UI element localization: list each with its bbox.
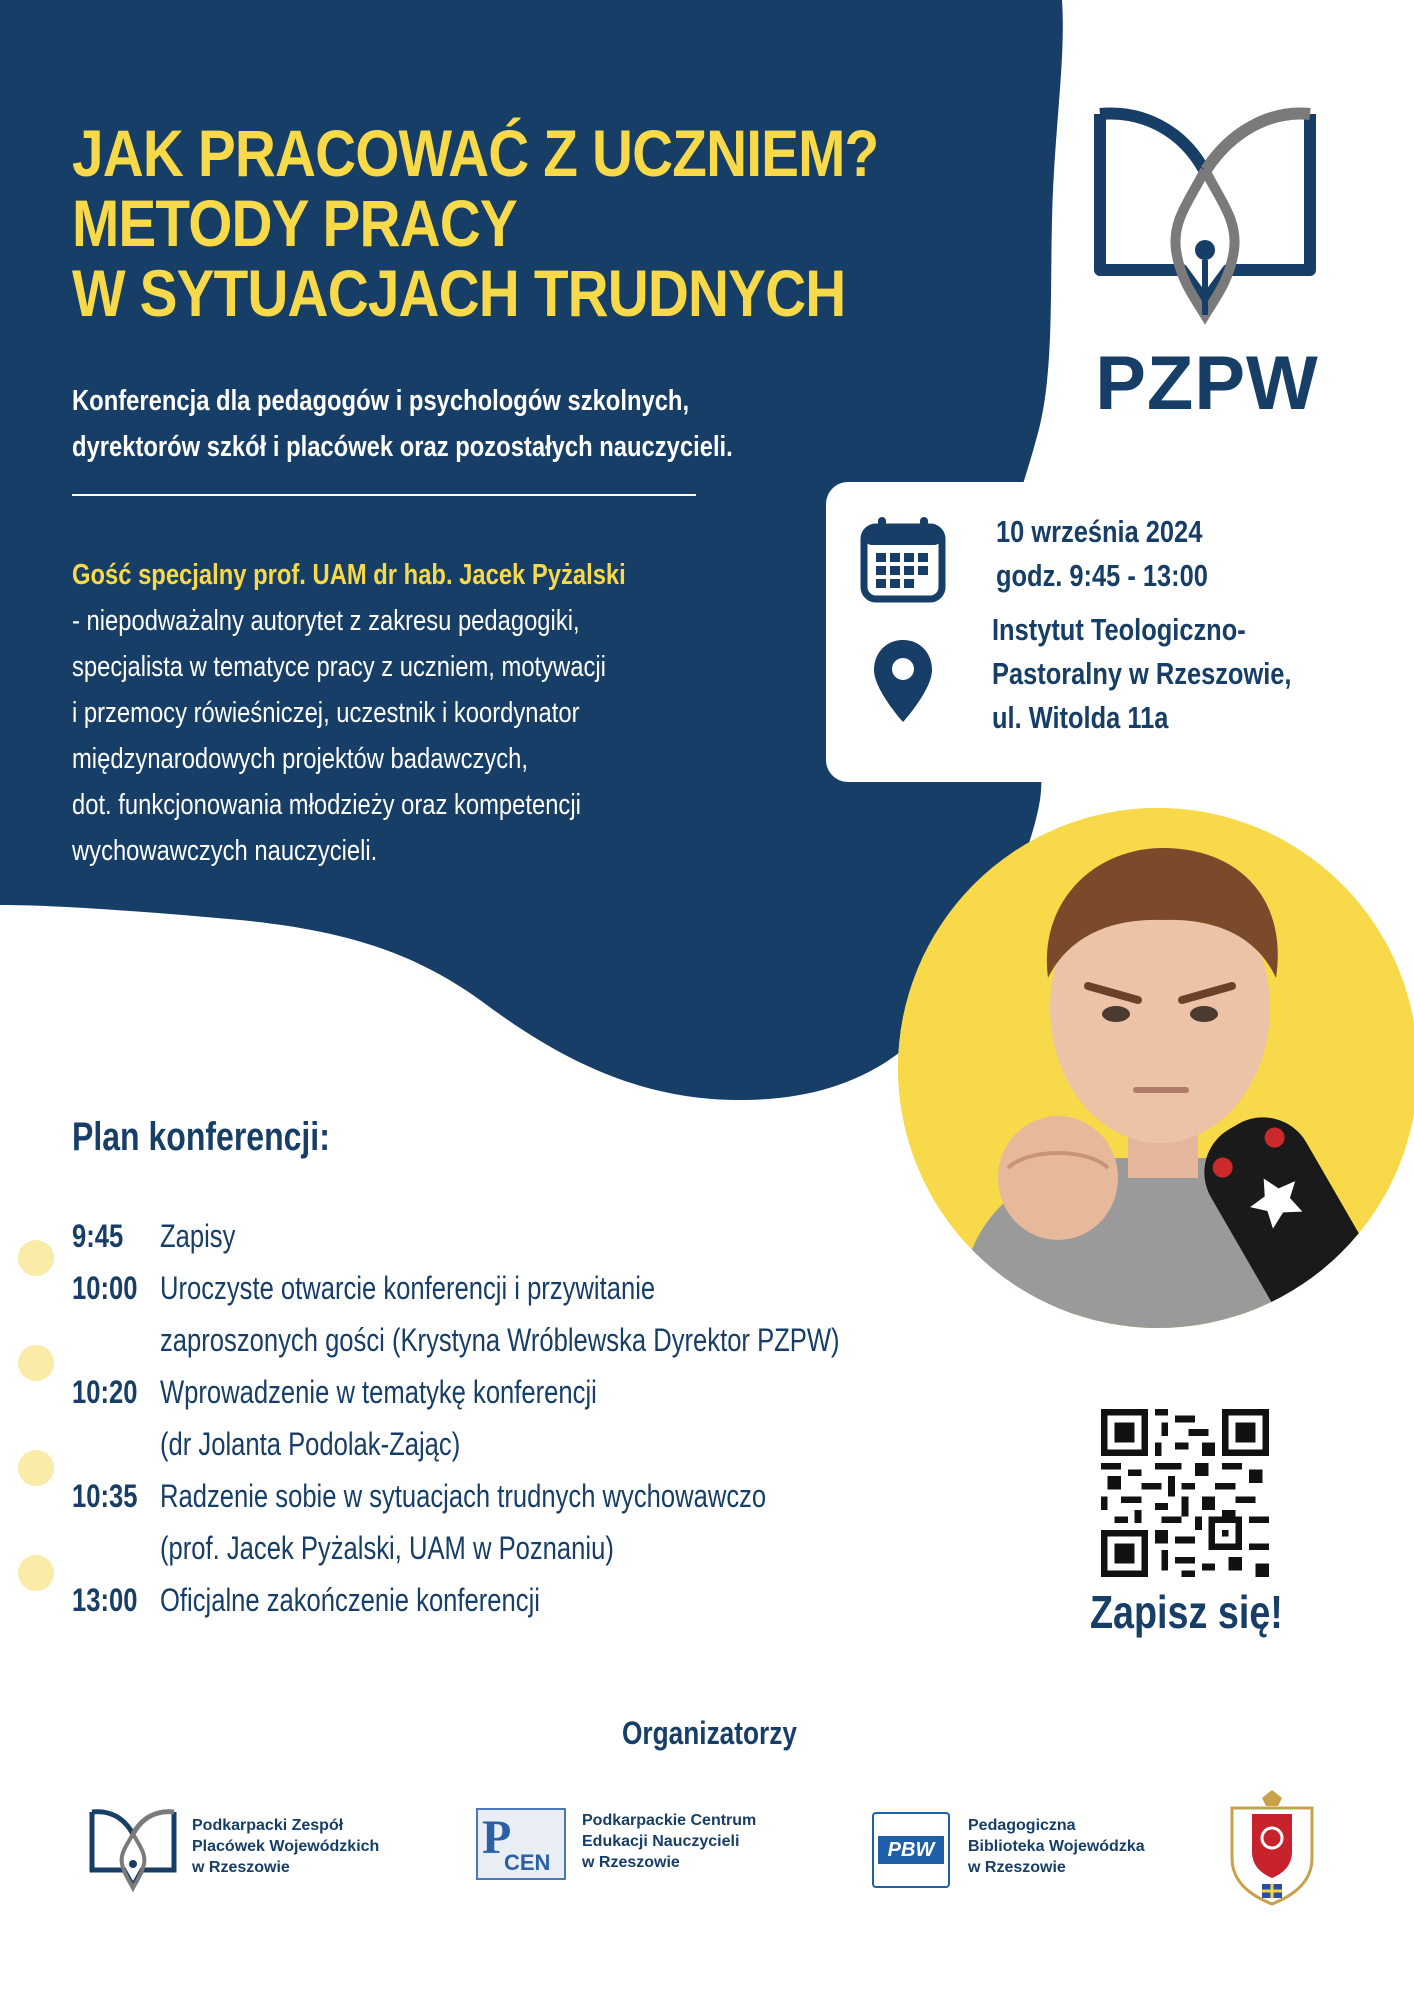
organizers-heading: Organizatorzy [622,1715,797,1751]
title-line-3: W SYTUACJACH TRUDNYCH [72,256,846,330]
plan-item [72,1262,972,1366]
plan-item [72,1366,972,1470]
title-line-2: METODY PRACY [72,186,517,260]
calendar-icon [860,515,946,603]
guest-line-3: i przemocy rówieśniczej, uczestnik i koordynator [72,697,580,729]
event-place-line-3: ul. Witolda 11a [992,700,1169,735]
plan-text-cont: (dr Jolanta Podolak-Zając) [160,1426,461,1462]
child-illustration [898,808,1414,1328]
qr-code[interactable] [1101,1409,1269,1577]
plan-item [72,1574,972,1626]
event-place-line-2: Pastoralny w Rzeszowie, [992,656,1292,691]
plan-item [72,1210,972,1262]
child-photo [898,808,1414,1328]
organizer-1-line-3: w Rzeszowie [192,1859,290,1876]
page-title [72,116,879,330]
organizer-1-line-1: Podkarpacki Zespół [192,1817,344,1834]
pzpw-small-logo [88,1806,178,1892]
coat-of-arms-logo [1222,1788,1322,1908]
cen-logo-p: P [482,1811,512,1864]
plan-text: Uroczyste otwarcie konferencji i przywitanie [160,1270,656,1306]
organizer-3-line-1: Pedagogiczna [968,1817,1076,1834]
signup-label[interactable]: Zapisz się! [1090,1586,1283,1638]
pbw-logo-text: PBW [878,1836,944,1864]
book-pen-logo [1092,100,1322,330]
organizer-1 [192,1815,379,1878]
plan-text: Wprowadzenie w tematykę konferencji [160,1374,597,1410]
plan-text-cont: zaproszonych gości (Krystyna Wróblewska Dyrektor PZPW) [160,1322,840,1358]
decor-dot [18,1345,54,1381]
subtitle-line-1: Konferencja dla pedagogów i psychologów szkolnych, [72,385,690,417]
event-time: godz. 9:45 - 13:00 [996,558,1208,593]
plan-text-cont: (prof. Jacek Pyżalski, UAM w Poznaniu) [160,1530,614,1566]
logo-text: PZPW [1095,341,1319,426]
plan-heading: Plan konferencji: [72,1115,330,1159]
subtitle [72,378,733,470]
location-pin-icon [872,638,934,724]
divider [72,494,696,496]
cen-logo-text: CEN [504,1850,551,1875]
plan-time: 10:20 [72,1374,138,1410]
guest-line-6: wychowawczych nauczycieli. [72,835,378,867]
guest-line-2: specjalista w tematyce pracy z uczniem, motywacji [72,651,606,683]
guest-line-5: dot. funkcjonowania młodzieży oraz kompetencji [72,789,581,821]
organizer-3 [968,1815,1145,1878]
cen-logo [476,1808,566,1880]
plan-time: 13:00 [72,1582,138,1618]
plan-text: Radzenie sobie w sytuacjach trudnych wychowawczo [160,1478,767,1514]
plan-list [72,1210,972,1626]
decor-dot [18,1240,54,1276]
organizer-3-line-3: w Rzeszowie [968,1859,1066,1876]
plan-time: 10:35 [72,1478,138,1514]
organizer-2-line-2: Edukacji Nauczycieli [582,1833,740,1850]
organizer-2-line-3: w Rzeszowie [582,1854,680,1871]
event-datetime [996,510,1208,598]
event-place [992,608,1291,740]
plan-item [72,1470,972,1574]
organizer-3-line-2: Biblioteka Wojewódzka [968,1838,1145,1855]
plan-text: Zapisy [160,1218,236,1254]
pbw-logo [872,1812,950,1888]
organizer-2-line-1: Podkarpackie Centrum [582,1812,757,1829]
subtitle-line-2: dyrektorów szkół i placówek oraz pozostałych nauczycieli. [72,431,733,463]
plan-time: 9:45 [72,1218,124,1254]
guest-line-4: międzynarodowych projektów badawczych, [72,743,529,775]
plan-text: Oficjalne zakończenie konferencji [160,1582,540,1618]
organizer-1-line-2: Placówek Wojewódzkich [192,1838,380,1855]
title-line-1: JAK PRACOWAĆ Z UCZNIEM? [72,116,879,190]
decor-dot [18,1555,54,1591]
organizer-2 [582,1810,756,1873]
event-date: 10 września 2024 [996,514,1203,549]
guest-line-1: - niepodważalny autorytet z zakresu pedagogiki, [72,605,580,637]
guest-name: Gość specjalny prof. UAM dr hab. Jacek Pyżalski [72,559,626,591]
guest-description [72,552,712,874]
plan-time: 10:00 [72,1270,138,1306]
event-place-line-1: Instytut Teologiczno- [992,612,1246,647]
decor-dot [18,1450,54,1486]
